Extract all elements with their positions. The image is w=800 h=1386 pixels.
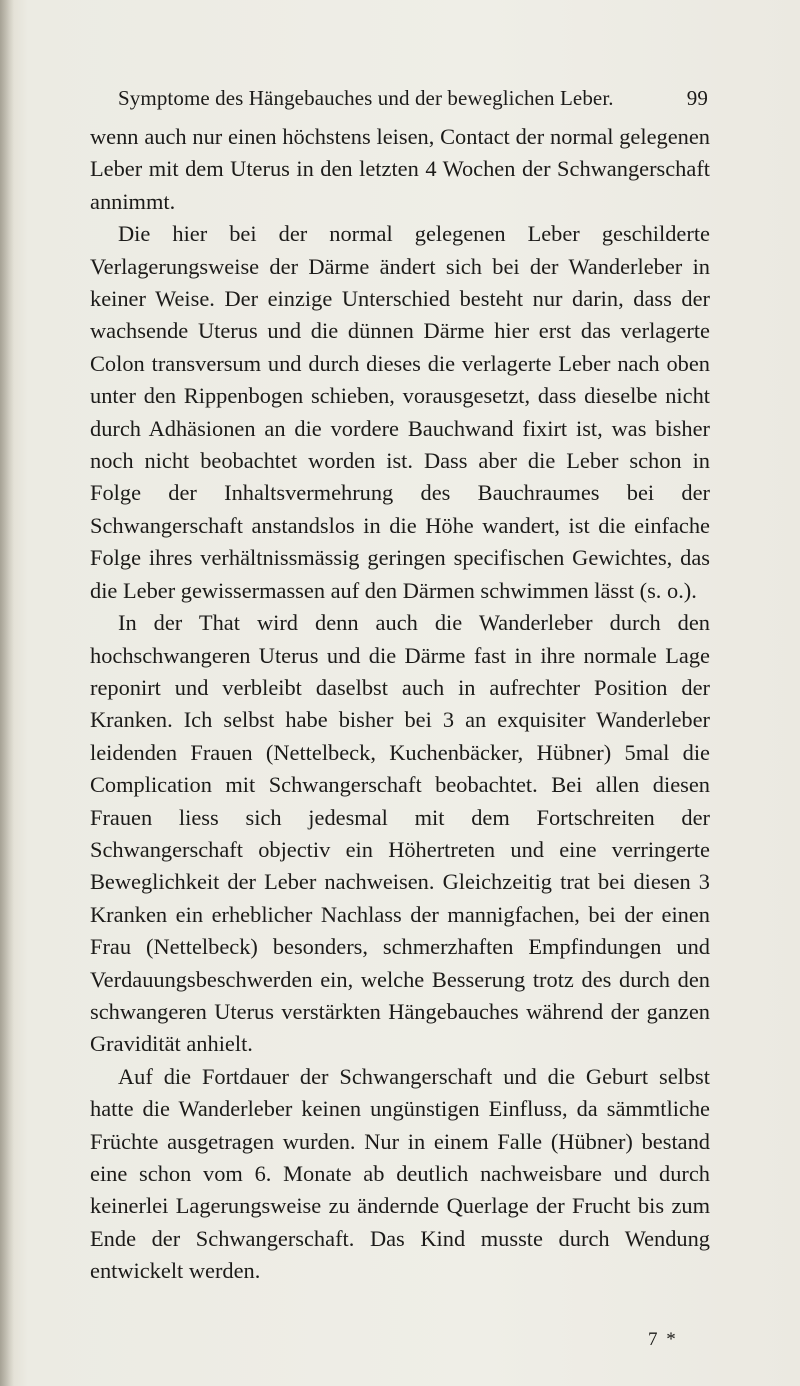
gutter-shadow [0,0,14,1386]
paragraph-1: wenn auch nur einen höchstens leisen, Contact der normal gelegenen Leber mit dem Uterus in den letzten 4 Wochen der Schwangerschaft annimmt. [90,124,710,214]
running-title: Symptome des Hängebauches und der beweglichen Leber. [118,86,614,110]
paragraph-4: Auf die Fortdauer der Schwangerschaft und die Geburt selbst hatte die Wanderleber keinen ungünstigen Einfluss, da sämmtliche Früchte ausgetragen wurden. Nur in einem Falle (Hübner) bestand eine schon vom 6. Monate ab deutlich nachweisbare und durch keinerlei Lagerungsweise zu ändernde Querlage der Frucht bis zum Ende der Schwangerschaft. Das Kind musste durch Wendung entwickelt werden. [90,1063,710,1284]
paragraph-2: Die hier bei der normal gelegenen Leber geschilderte Verlagerungsweise der Därme ändert sich bei der Wanderleber in keiner Weise. Der einzige Unterschied besteht nur darin, dass der wachsende Uterus und die dünnen Därme hier erst das verlagerte Colon transversum und durch dieses die verlagerte Leber nach oben unter den Rippenbogen schieben, vorausgesetzt, dass dieselbe nicht durch Adhäsionen an die vordere Bauchwand fixirt ist, was bisher noch nicht beobachtet worden ist. Dass aber die Leber schon in Folge der Inhaltsvermehrung des Bauchraumes bei der Schwangerschaft anstandslos in die Höhe wandert, ist die einfache Folge ihres verhältnissmässig geringen specifischen Gewichtes, das die Leber gewissermassen auf den Därmen schwimmen lässt (s. o.). [90,221,710,603]
running-head [118,86,708,116]
signature-mark: 7 * [648,1329,678,1350]
page-number: 99 [686,86,708,110]
paragraph-3: In der That wird denn auch die Wanderleber durch den hochschwangeren Uterus und die Därme fast in ihre normale Lage reponirt und verbleibt daselbst auch in aufrechter Position der Kranken. Ich selbst habe bisher bei 3 an exquisiter Wanderleber leidenden Frauen (Nettelbeck, Kuchenbäcker, Hübner) 5mal die Complication mit Schwangerschaft beobachtet. Bei allen diesen Frauen liess sich jedesmal mit dem Fortschreiten der Schwangerschaft objectiv ein Höhertreten und eine verringerte Beweglichkeit der Leber nachweisen. Gleichzeitig trat bei diesen 3 Kranken ein erheblicher Nachlass der mannigfachen, bei der einen Frau (Nettelbeck) besonders, schmerzhaften Empfindungen und Verdauungsbeschwerden ein, welche Besserung trotz des durch den schwangeren Uterus verstärkten Hängebauches während der ganzen Gravidität anhielt. [90,610,710,1057]
body-text [90,121,710,1288]
